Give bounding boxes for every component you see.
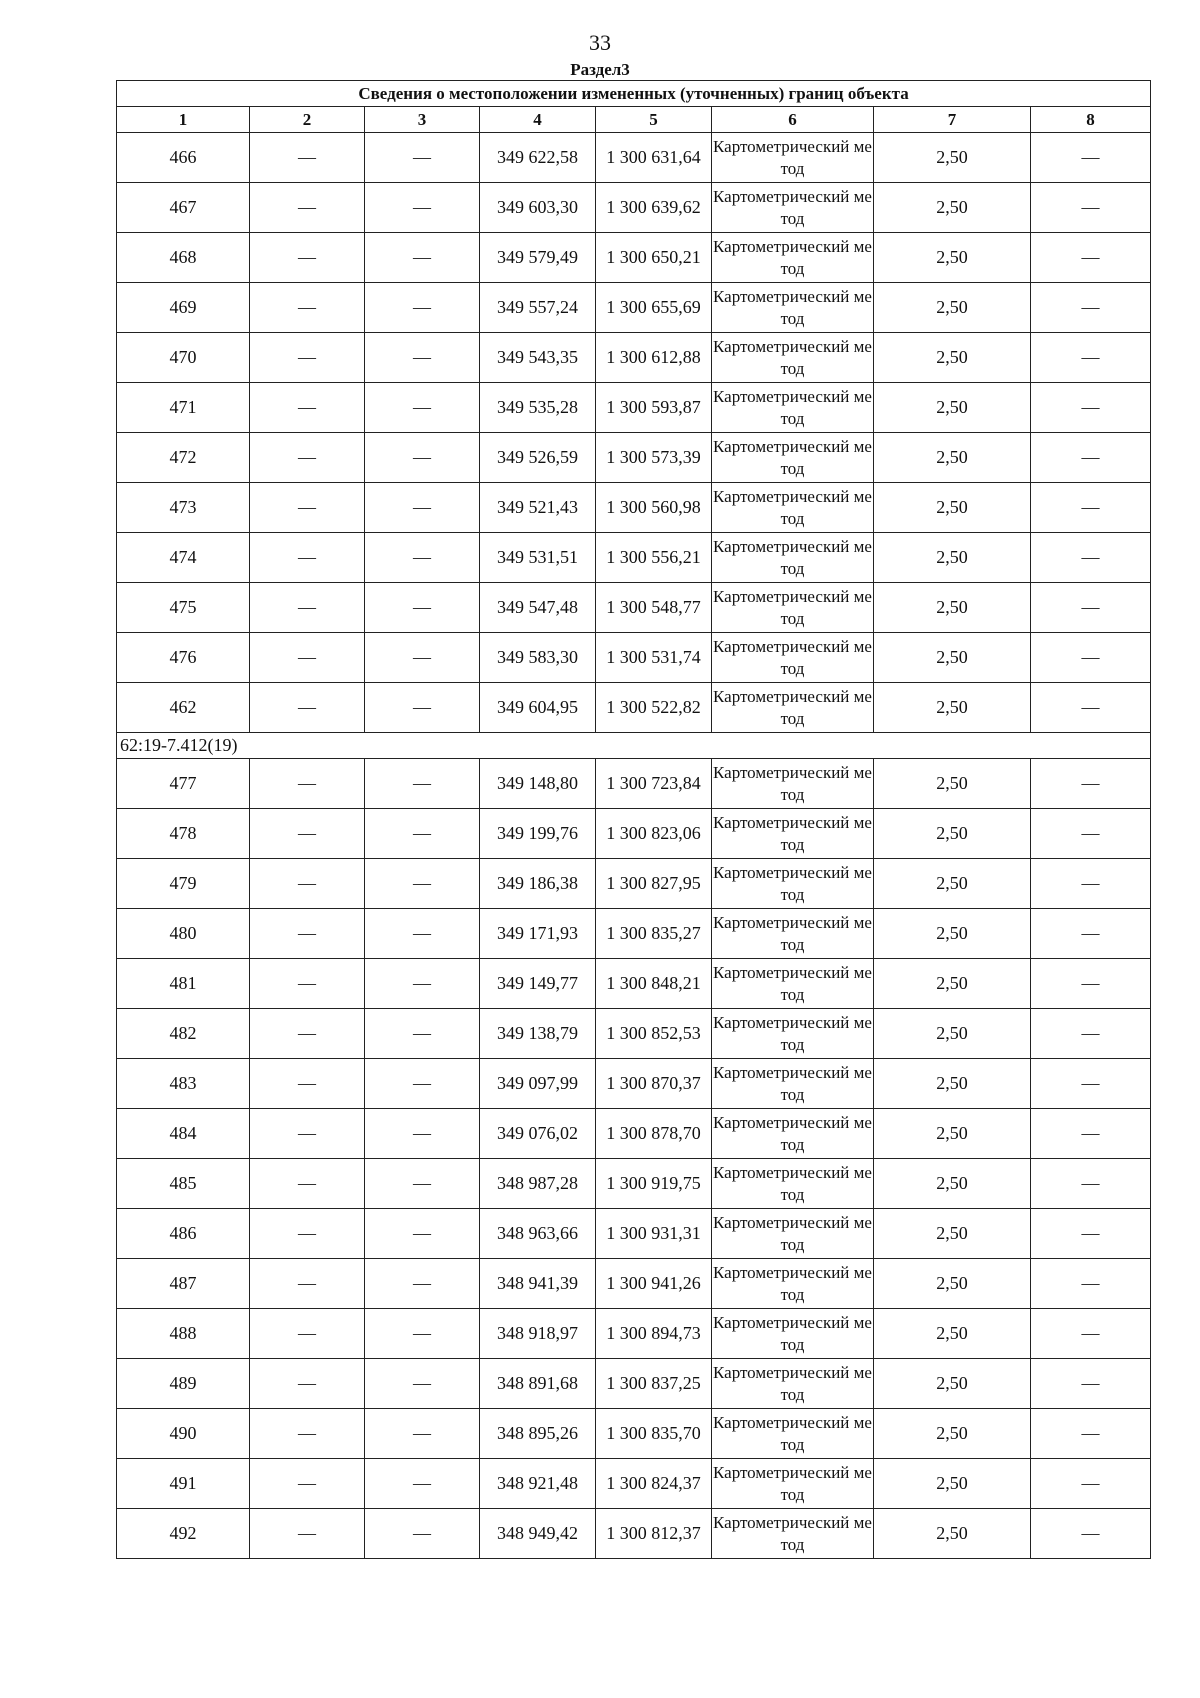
accuracy-cell: 2,50 [874, 383, 1031, 433]
empty-cell-col8: — [1031, 133, 1151, 183]
empty-cell-col2: — [250, 1209, 365, 1259]
y-coordinate-cell: 1 300 650,21 [596, 233, 712, 283]
x-coordinate-cell: 349 543,35 [480, 333, 596, 383]
method-cell: Картометрический метод [712, 633, 874, 683]
empty-cell-col8: — [1031, 1209, 1151, 1259]
x-coordinate-cell: 349 557,24 [480, 283, 596, 333]
empty-cell-col3: — [365, 1159, 480, 1209]
accuracy-cell: 2,50 [874, 1309, 1031, 1359]
method-cell: Картометрический метод [712, 1159, 874, 1209]
empty-cell-col2: — [250, 383, 365, 433]
empty-cell-col2: — [250, 1059, 365, 1109]
method-cell: Картометрический метод [712, 1059, 874, 1109]
empty-cell-col8: — [1031, 1109, 1151, 1159]
accuracy-cell: 2,50 [874, 1509, 1031, 1559]
cadastral-number-label: 62:19-7.412(19) [117, 733, 1151, 759]
column-header-row [117, 107, 1151, 133]
empty-cell-col8: — [1031, 183, 1151, 233]
accuracy-cell: 2,50 [874, 1409, 1031, 1459]
x-coordinate-cell: 348 941,39 [480, 1259, 596, 1309]
method-cell: Картометрический метод [712, 233, 874, 283]
method-cell: Картометрический метод [712, 133, 874, 183]
column-header-7: 7 [874, 107, 1031, 133]
method-cell: Картометрический метод [712, 183, 874, 233]
point-number-cell: 476 [117, 633, 250, 683]
table-row [117, 233, 1151, 283]
method-cell: Картометрический метод [712, 583, 874, 633]
x-coordinate-cell: 349 622,58 [480, 133, 596, 183]
empty-cell-col8: — [1031, 683, 1151, 733]
empty-cell-col3: — [365, 759, 480, 809]
empty-cell-col3: — [365, 1009, 480, 1059]
empty-cell-col3: — [365, 583, 480, 633]
x-coordinate-cell: 349 138,79 [480, 1009, 596, 1059]
empty-cell-col2: — [250, 1009, 365, 1059]
point-number-cell: 489 [117, 1359, 250, 1409]
empty-cell-col3: — [365, 283, 480, 333]
point-number-cell: 462 [117, 683, 250, 733]
method-cell: Картометрический метод [712, 1359, 874, 1409]
point-number-cell: 490 [117, 1409, 250, 1459]
column-header-4: 4 [480, 107, 596, 133]
empty-cell-col2: — [250, 859, 365, 909]
y-coordinate-cell: 1 300 848,21 [596, 959, 712, 1009]
point-number-cell: 469 [117, 283, 250, 333]
empty-cell-col3: — [365, 1509, 480, 1559]
empty-cell-col3: — [365, 859, 480, 909]
accuracy-cell: 2,50 [874, 909, 1031, 959]
table-row [117, 1059, 1151, 1109]
accuracy-cell: 2,50 [874, 433, 1031, 483]
empty-cell-col2: — [250, 959, 365, 1009]
empty-cell-col3: — [365, 1059, 480, 1109]
empty-cell-col8: — [1031, 959, 1151, 1009]
accuracy-cell: 2,50 [874, 683, 1031, 733]
empty-cell-col2: — [250, 683, 365, 733]
method-cell: Картометрический метод [712, 959, 874, 1009]
group-label-row [117, 733, 1151, 759]
accuracy-cell: 2,50 [874, 1259, 1031, 1309]
empty-cell-col3: — [365, 633, 480, 683]
method-cell: Картометрический метод [712, 1309, 874, 1359]
table-row [117, 683, 1151, 733]
method-cell: Картометрический метод [712, 533, 874, 583]
y-coordinate-cell: 1 300 852,53 [596, 1009, 712, 1059]
empty-cell-col3: — [365, 133, 480, 183]
y-coordinate-cell: 1 300 655,69 [596, 283, 712, 333]
empty-cell-col3: — [365, 383, 480, 433]
empty-cell-col2: — [250, 133, 365, 183]
method-cell: Картометрический метод [712, 483, 874, 533]
y-coordinate-cell: 1 300 723,84 [596, 759, 712, 809]
x-coordinate-cell: 348 987,28 [480, 1159, 596, 1209]
method-cell: Картометрический метод [712, 809, 874, 859]
method-cell: Картометрический метод [712, 859, 874, 909]
empty-cell-col3: — [365, 909, 480, 959]
table-row [117, 759, 1151, 809]
method-cell: Картометрический метод [712, 1259, 874, 1309]
column-header-8: 8 [1031, 107, 1151, 133]
column-header-2: 2 [250, 107, 365, 133]
point-number-cell: 478 [117, 809, 250, 859]
x-coordinate-cell: 348 895,26 [480, 1409, 596, 1459]
accuracy-cell: 2,50 [874, 533, 1031, 583]
x-coordinate-cell: 349 535,28 [480, 383, 596, 433]
empty-cell-col2: — [250, 183, 365, 233]
method-cell: Картометрический метод [712, 683, 874, 733]
accuracy-cell: 2,50 [874, 859, 1031, 909]
empty-cell-col2: — [250, 633, 365, 683]
table-row [117, 283, 1151, 333]
accuracy-cell: 2,50 [874, 483, 1031, 533]
empty-cell-col8: — [1031, 533, 1151, 583]
x-coordinate-cell: 349 526,59 [480, 433, 596, 483]
empty-cell-col8: — [1031, 233, 1151, 283]
empty-cell-col8: — [1031, 1359, 1151, 1409]
method-cell: Картометрический метод [712, 909, 874, 959]
accuracy-cell: 2,50 [874, 583, 1031, 633]
empty-cell-col8: — [1031, 383, 1151, 433]
point-number-cell: 483 [117, 1059, 250, 1109]
empty-cell-col8: — [1031, 1009, 1151, 1059]
table-row [117, 133, 1151, 183]
empty-cell-col2: — [250, 1359, 365, 1409]
empty-cell-col2: — [250, 1509, 365, 1559]
point-number-cell: 474 [117, 533, 250, 583]
method-cell: Картометрический метод [712, 759, 874, 809]
table-row [117, 183, 1151, 233]
section-title: Раздел3 [570, 60, 630, 79]
empty-cell-col2: — [250, 1309, 365, 1359]
empty-cell-col8: — [1031, 1409, 1151, 1459]
empty-cell-col2: — [250, 1259, 365, 1309]
method-cell: Картометрический метод [712, 1009, 874, 1059]
empty-cell-col2: — [250, 1409, 365, 1459]
y-coordinate-cell: 1 300 639,62 [596, 183, 712, 233]
column-header-3: 3 [365, 107, 480, 133]
empty-cell-col8: — [1031, 583, 1151, 633]
accuracy-cell: 2,50 [874, 133, 1031, 183]
empty-cell-col8: — [1031, 1509, 1151, 1559]
empty-cell-col2: — [250, 1159, 365, 1209]
accuracy-cell: 2,50 [874, 1059, 1031, 1109]
point-number-cell: 466 [117, 133, 250, 183]
y-coordinate-cell: 1 300 835,27 [596, 909, 712, 959]
accuracy-cell: 2,50 [874, 333, 1031, 383]
point-number-cell: 481 [117, 959, 250, 1009]
x-coordinate-cell: 348 963,66 [480, 1209, 596, 1259]
accuracy-cell: 2,50 [874, 1209, 1031, 1259]
table-row [117, 383, 1151, 433]
point-number-cell: 480 [117, 909, 250, 959]
empty-cell-col3: — [365, 1109, 480, 1159]
table-row [117, 1309, 1151, 1359]
y-coordinate-cell: 1 300 827,95 [596, 859, 712, 909]
method-cell: Картометрический метод [712, 333, 874, 383]
y-coordinate-cell: 1 300 631,64 [596, 133, 712, 183]
x-coordinate-cell: 349 579,49 [480, 233, 596, 283]
table-row [117, 859, 1151, 909]
table-row [117, 1009, 1151, 1059]
table-row [117, 1359, 1151, 1409]
column-header-5: 5 [596, 107, 712, 133]
y-coordinate-cell: 1 300 531,74 [596, 633, 712, 683]
empty-cell-col3: — [365, 1359, 480, 1409]
x-coordinate-cell: 348 918,97 [480, 1309, 596, 1359]
empty-cell-col8: — [1031, 633, 1151, 683]
empty-cell-col2: — [250, 433, 365, 483]
table-body [117, 133, 1151, 1559]
accuracy-cell: 2,50 [874, 1459, 1031, 1509]
table-row [117, 333, 1151, 383]
point-number-cell: 472 [117, 433, 250, 483]
column-header-6: 6 [712, 107, 874, 133]
empty-cell-col3: — [365, 483, 480, 533]
accuracy-cell: 2,50 [874, 759, 1031, 809]
y-coordinate-cell: 1 300 556,21 [596, 533, 712, 583]
y-coordinate-cell: 1 300 522,82 [596, 683, 712, 733]
accuracy-cell: 2,50 [874, 1359, 1031, 1409]
table-row [117, 1159, 1151, 1209]
point-number-cell: 470 [117, 333, 250, 383]
table-row [117, 1509, 1151, 1559]
x-coordinate-cell: 348 921,48 [480, 1459, 596, 1509]
x-coordinate-cell: 349 097,99 [480, 1059, 596, 1109]
accuracy-cell: 2,50 [874, 1109, 1031, 1159]
x-coordinate-cell: 349 171,93 [480, 909, 596, 959]
table-row [117, 1409, 1151, 1459]
accuracy-cell: 2,50 [874, 1009, 1031, 1059]
empty-cell-col8: — [1031, 759, 1151, 809]
empty-cell-col3: — [365, 183, 480, 233]
method-cell: Картометрический метод [712, 1409, 874, 1459]
y-coordinate-cell: 1 300 573,39 [596, 433, 712, 483]
empty-cell-col3: — [365, 1259, 480, 1309]
table-row [117, 809, 1151, 859]
table-row [117, 483, 1151, 533]
table-row [117, 1259, 1151, 1309]
empty-cell-col3: — [365, 1209, 480, 1259]
accuracy-cell: 2,50 [874, 283, 1031, 333]
x-coordinate-cell: 348 891,68 [480, 1359, 596, 1409]
accuracy-cell: 2,50 [874, 233, 1031, 283]
x-coordinate-cell: 349 531,51 [480, 533, 596, 583]
point-number-cell: 479 [117, 859, 250, 909]
y-coordinate-cell: 1 300 824,37 [596, 1459, 712, 1509]
coordinates-table [116, 80, 1151, 1559]
y-coordinate-cell: 1 300 941,26 [596, 1259, 712, 1309]
accuracy-cell: 2,50 [874, 633, 1031, 683]
y-coordinate-cell: 1 300 548,77 [596, 583, 712, 633]
empty-cell-col2: — [250, 483, 365, 533]
empty-cell-col8: — [1031, 1309, 1151, 1359]
table-row [117, 433, 1151, 483]
empty-cell-col3: — [365, 233, 480, 283]
point-number-cell: 471 [117, 383, 250, 433]
table-row [117, 909, 1151, 959]
empty-cell-col2: — [250, 533, 365, 583]
empty-cell-col3: — [365, 333, 480, 383]
empty-cell-col3: — [365, 683, 480, 733]
y-coordinate-cell: 1 300 812,37 [596, 1509, 712, 1559]
method-cell: Картометрический метод [712, 1209, 874, 1259]
x-coordinate-cell: 349 547,48 [480, 583, 596, 633]
empty-cell-col3: — [365, 809, 480, 859]
point-number-cell: 477 [117, 759, 250, 809]
point-number-cell: 485 [117, 1159, 250, 1209]
empty-cell-col2: — [250, 759, 365, 809]
empty-cell-col3: — [365, 533, 480, 583]
empty-cell-col8: — [1031, 909, 1151, 959]
point-number-cell: 468 [117, 233, 250, 283]
point-number-cell: 491 [117, 1459, 250, 1509]
method-cell: Картометрический метод [712, 433, 874, 483]
x-coordinate-cell: 349 199,76 [480, 809, 596, 859]
y-coordinate-cell: 1 300 560,98 [596, 483, 712, 533]
empty-cell-col8: — [1031, 1259, 1151, 1309]
x-coordinate-cell: 349 149,77 [480, 959, 596, 1009]
y-coordinate-cell: 1 300 919,75 [596, 1159, 712, 1209]
empty-cell-col2: — [250, 1109, 365, 1159]
y-coordinate-cell: 1 300 593,87 [596, 383, 712, 433]
accuracy-cell: 2,50 [874, 809, 1031, 859]
point-number-cell: 467 [117, 183, 250, 233]
x-coordinate-cell: 349 604,95 [480, 683, 596, 733]
table-row [117, 959, 1151, 1009]
empty-cell-col8: — [1031, 1059, 1151, 1109]
point-number-cell: 486 [117, 1209, 250, 1259]
y-coordinate-cell: 1 300 837,25 [596, 1359, 712, 1409]
empty-cell-col8: — [1031, 483, 1151, 533]
method-cell: Картометрический метод [712, 383, 874, 433]
empty-cell-col3: — [365, 1409, 480, 1459]
x-coordinate-cell: 349 603,30 [480, 183, 596, 233]
table-row [117, 583, 1151, 633]
empty-cell-col3: — [365, 959, 480, 1009]
empty-cell-col8: — [1031, 1159, 1151, 1209]
empty-cell-col3: — [365, 433, 480, 483]
point-number-cell: 475 [117, 583, 250, 633]
empty-cell-col2: — [250, 283, 365, 333]
y-coordinate-cell: 1 300 835,70 [596, 1409, 712, 1459]
empty-cell-col2: — [250, 233, 365, 283]
x-coordinate-cell: 349 186,38 [480, 859, 596, 909]
table-row [117, 1459, 1151, 1509]
method-cell: Картометрический метод [712, 1109, 874, 1159]
column-header-1: 1 [117, 107, 250, 133]
y-coordinate-cell: 1 300 931,31 [596, 1209, 712, 1259]
page-number: 33 [589, 30, 611, 55]
table-row [117, 533, 1151, 583]
method-cell: Картометрический метод [712, 1459, 874, 1509]
accuracy-cell: 2,50 [874, 183, 1031, 233]
empty-cell-col8: — [1031, 433, 1151, 483]
x-coordinate-cell: 349 583,30 [480, 633, 596, 683]
point-number-cell: 492 [117, 1509, 250, 1559]
point-number-cell: 473 [117, 483, 250, 533]
empty-cell-col8: — [1031, 859, 1151, 909]
y-coordinate-cell: 1 300 823,06 [596, 809, 712, 859]
accuracy-cell: 2,50 [874, 1159, 1031, 1209]
empty-cell-col3: — [365, 1309, 480, 1359]
empty-cell-col8: — [1031, 1459, 1151, 1509]
x-coordinate-cell: 349 521,43 [480, 483, 596, 533]
x-coordinate-cell: 349 148,80 [480, 759, 596, 809]
empty-cell-col3: — [365, 1459, 480, 1509]
point-number-cell: 487 [117, 1259, 250, 1309]
y-coordinate-cell: 1 300 894,73 [596, 1309, 712, 1359]
method-cell: Картометрический метод [712, 283, 874, 333]
point-number-cell: 482 [117, 1009, 250, 1059]
empty-cell-col2: — [250, 583, 365, 633]
table-row [117, 633, 1151, 683]
empty-cell-col2: — [250, 1459, 365, 1509]
accuracy-cell: 2,50 [874, 959, 1031, 1009]
point-number-cell: 484 [117, 1109, 250, 1159]
x-coordinate-cell: 349 076,02 [480, 1109, 596, 1159]
empty-cell-col8: — [1031, 283, 1151, 333]
empty-cell-col2: — [250, 333, 365, 383]
y-coordinate-cell: 1 300 612,88 [596, 333, 712, 383]
method-cell: Картометрический метод [712, 1509, 874, 1559]
table-row [117, 1209, 1151, 1259]
table-row [117, 1109, 1151, 1159]
y-coordinate-cell: 1 300 870,37 [596, 1059, 712, 1109]
table-caption: Сведения о местоположении измененных (уточненных) границ объекта [117, 81, 1151, 107]
empty-cell-col8: — [1031, 809, 1151, 859]
empty-cell-col2: — [250, 909, 365, 959]
x-coordinate-cell: 348 949,42 [480, 1509, 596, 1559]
empty-cell-col8: — [1031, 333, 1151, 383]
point-number-cell: 488 [117, 1309, 250, 1359]
y-coordinate-cell: 1 300 878,70 [596, 1109, 712, 1159]
empty-cell-col2: — [250, 809, 365, 859]
